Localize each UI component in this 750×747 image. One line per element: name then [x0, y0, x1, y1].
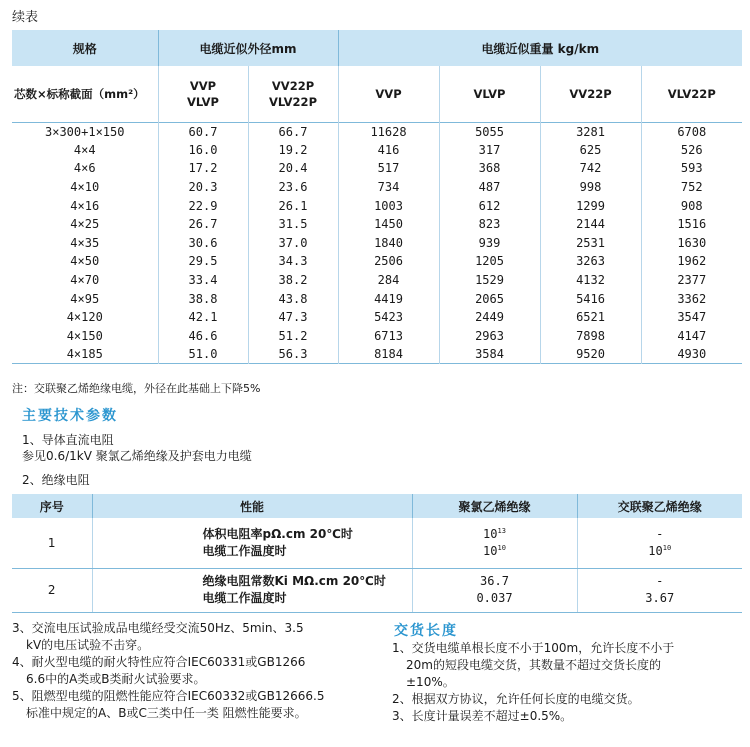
- table-cell: 625: [540, 141, 641, 160]
- table-cell: 33.4: [158, 271, 248, 290]
- table-cell: 17.2: [158, 159, 248, 178]
- row-xlpe-value: - 3.67: [577, 568, 742, 612]
- subheader-od-vvp: VVP VLVP: [158, 66, 248, 122]
- table-row: [12, 327, 742, 346]
- table-cell: 4×50: [70, 254, 100, 269]
- header-spec: 规格: [12, 30, 158, 66]
- delivery-length-title: 交货长度: [394, 623, 458, 639]
- continued-label: 续表: [12, 10, 39, 25]
- table-cell: 19.2: [248, 141, 338, 160]
- table-cell: 4×185: [66, 347, 103, 362]
- table-cell: 487: [439, 178, 540, 197]
- table-cell: 4×70: [70, 273, 100, 288]
- subheader-od-vv22p: VV22P VLV22P: [248, 66, 338, 122]
- table-cell: 752: [641, 178, 742, 197]
- subheader-weight-vv22p: VV22P: [540, 66, 641, 122]
- header-property: 性能: [92, 494, 412, 518]
- row-number: 2: [12, 568, 92, 612]
- table-row: [12, 122, 742, 141]
- row-pvc-value: $10^{13}$ $10^{10}$: [412, 518, 577, 568]
- insulation-title: 2、绝缘电阻: [22, 473, 90, 487]
- table-cell: 734: [338, 178, 439, 197]
- table-cell: 47.3: [248, 308, 338, 327]
- table-cell: 2449: [439, 308, 540, 327]
- table-cell: 4×4: [73, 142, 96, 157]
- table-cell: 3547: [641, 308, 742, 327]
- table-cell: 3281: [540, 122, 641, 141]
- table-note: 注：交联聚乙烯绝缘电缆，外径在此基础上下降5%: [12, 382, 261, 395]
- table-row: [12, 518, 742, 568]
- list-item: 3、交流电压试验成品电缆经受交流50Hz、5min、3.5: [12, 621, 304, 635]
- table-cell: 908: [641, 196, 742, 215]
- table-cell: 42.1: [158, 308, 248, 327]
- main-params-title: 主要技术参数: [22, 408, 118, 424]
- subheader-weight-vlvp: VLVP: [439, 66, 540, 122]
- table-row: [12, 345, 742, 364]
- table-cell: 4×6: [73, 161, 96, 176]
- spec-table: [12, 30, 742, 364]
- table-cell: 46.6: [158, 327, 248, 346]
- list-item: 2、根据双方协议，允许任何长度的电缆交货。: [392, 692, 640, 706]
- table-cell: 1205: [439, 252, 540, 271]
- table-row: [12, 141, 742, 160]
- table-cell: 6708: [641, 122, 742, 141]
- table-cell: 37.0: [248, 234, 338, 253]
- list-item: 标准中规定的A、B或C三类中任一类 阻燃性能要求。: [26, 706, 307, 720]
- row-xlpe-value: - $10^{10}$: [577, 518, 742, 568]
- table-cell: 1299: [540, 196, 641, 215]
- row-property: 绝缘电阻常数Ki MΩ.cm 20℃时 电缆工作温度时: [92, 568, 412, 612]
- table-cell: 51.0: [158, 345, 248, 364]
- table-cell: 2065: [439, 289, 540, 308]
- subheader-weight-vlv22p: VLV22P: [641, 66, 742, 122]
- table-cell: 593: [641, 159, 742, 178]
- table-row: [12, 271, 742, 290]
- table-cell: 317: [439, 141, 540, 160]
- list-item: 6.6中的A类或B类耐火试验要求。: [26, 672, 206, 686]
- table-cell: 26.1: [248, 196, 338, 215]
- list-item: 1、交货电缆单根长度不小于100m，允许长度不小于: [392, 641, 675, 655]
- table-cell: 26.7: [158, 215, 248, 234]
- table-row: [12, 178, 742, 197]
- table-cell: 16.0: [158, 141, 248, 160]
- dc-resistance-text: 参见0.6/1kV 聚氯乙烯绝缘及护套电力电缆: [22, 449, 252, 463]
- table-cell: 1840: [338, 234, 439, 253]
- table-cell: 34.3: [248, 252, 338, 271]
- table-cell: 3×300+1×150: [45, 124, 125, 139]
- delivery-length-items: [392, 640, 737, 725]
- table-cell: 5423: [338, 308, 439, 327]
- table-cell: 23.6: [248, 178, 338, 197]
- table-cell: 20.4: [248, 159, 338, 178]
- table-cell: 31.5: [248, 215, 338, 234]
- list-item: 5、阻燃型电缆的阻燃性能应符合IEC60332或GB12666.5: [12, 689, 325, 703]
- table-cell: 20.3: [158, 178, 248, 197]
- table-cell: 1450: [338, 215, 439, 234]
- table-cell: 1529: [439, 271, 540, 290]
- list-item: ±10%。: [406, 675, 455, 689]
- table-cell: 22.9: [158, 196, 248, 215]
- table-cell: 2144: [540, 215, 641, 234]
- list-item: 4、耐火型电缆的耐火特性应符合IEC60331或GB1266: [12, 655, 306, 669]
- table-cell: 939: [439, 234, 540, 253]
- table-cell: 38.2: [248, 271, 338, 290]
- table-cell: 6713: [338, 327, 439, 346]
- table-row: [12, 308, 742, 327]
- list-item: 3、长度计量误差不超过±0.5%。: [392, 709, 573, 723]
- table-cell: 66.7: [248, 122, 338, 141]
- table-cell: 4×95: [70, 291, 100, 306]
- table-cell: 60.7: [158, 122, 248, 141]
- table-cell: 2506: [338, 252, 439, 271]
- table-cell: 29.5: [158, 252, 248, 271]
- table-cell: 1003: [338, 196, 439, 215]
- table-cell: 1630: [641, 234, 742, 253]
- table-row: [12, 568, 742, 612]
- table-row: [12, 252, 742, 271]
- table-cell: 2377: [641, 271, 742, 290]
- table-cell: 2963: [439, 327, 540, 346]
- table-cell: 51.2: [248, 327, 338, 346]
- header-weight: 电缆近似重量 kg/km: [338, 30, 742, 66]
- table-cell: 11628: [338, 122, 439, 141]
- table-cell: 998: [540, 178, 641, 197]
- subheader-spec: 芯数×标称截面（mm²）: [14, 86, 145, 101]
- table-cell: 4×35: [70, 235, 100, 250]
- table-cell: 4×10: [70, 180, 100, 195]
- table-cell: 7898: [540, 327, 641, 346]
- table-cell: 3362: [641, 289, 742, 308]
- table-cell: 416: [338, 141, 439, 160]
- table-cell: 526: [641, 141, 742, 160]
- table-cell: 8184: [338, 345, 439, 364]
- table-cell: 4930: [641, 345, 742, 364]
- table-row: [12, 215, 742, 234]
- list-item: kV的电压试验不击穿。: [26, 638, 150, 652]
- table-cell: 9520: [540, 345, 641, 364]
- table-cell: 56.3: [248, 345, 338, 364]
- table-cell: 4×16: [70, 198, 100, 213]
- header-pvc: 聚氯乙烯绝缘: [412, 494, 577, 518]
- table-row: [12, 234, 742, 253]
- table-cell: 3263: [540, 252, 641, 271]
- table-row: [12, 289, 742, 308]
- table-cell: 368: [439, 159, 540, 178]
- table-row: [12, 159, 742, 178]
- table-row: [12, 196, 742, 215]
- table-cell: 4419: [338, 289, 439, 308]
- table-cell: 1962: [641, 252, 742, 271]
- table-cell: 1516: [641, 215, 742, 234]
- table-cell: 612: [439, 196, 540, 215]
- table-cell: 38.8: [158, 289, 248, 308]
- table-cell: 2531: [540, 234, 641, 253]
- insulation-table: [12, 494, 742, 613]
- table-cell: 43.8: [248, 289, 338, 308]
- dc-resistance-title: 1、导体直流电阻: [22, 433, 114, 447]
- subheader-weight-vvp: VVP: [338, 66, 439, 122]
- table-cell: 4132: [540, 271, 641, 290]
- table-cell: 517: [338, 159, 439, 178]
- row-pvc-value: 36.7 0.037: [412, 568, 577, 612]
- table-cell: 284: [338, 271, 439, 290]
- table-cell: 4×120: [66, 310, 103, 325]
- table-cell: 5055: [439, 122, 540, 141]
- table-cell: 6521: [540, 308, 641, 327]
- table-cell: 3584: [439, 345, 540, 364]
- table-cell: 5416: [540, 289, 641, 308]
- test-requirements: [12, 620, 372, 722]
- table-cell: 4×25: [70, 217, 100, 232]
- table-cell: 4147: [641, 327, 742, 346]
- header-xlpe: 交联聚乙烯绝缘: [577, 494, 742, 518]
- table-cell: 4×150: [66, 328, 103, 343]
- row-number: 1: [12, 518, 92, 568]
- header-no: 序号: [12, 494, 92, 518]
- table-cell: 823: [439, 215, 540, 234]
- table-cell: 30.6: [158, 234, 248, 253]
- header-outer-diameter: 电缆近似外径mm: [158, 30, 338, 66]
- table-cell: 742: [540, 159, 641, 178]
- list-item: 20m的短段电缆交货，其数量不超过交货长度的: [406, 658, 661, 672]
- row-property: 体积电阻率pΩ.cm 20℃时 电缆工作温度时: [92, 518, 412, 568]
